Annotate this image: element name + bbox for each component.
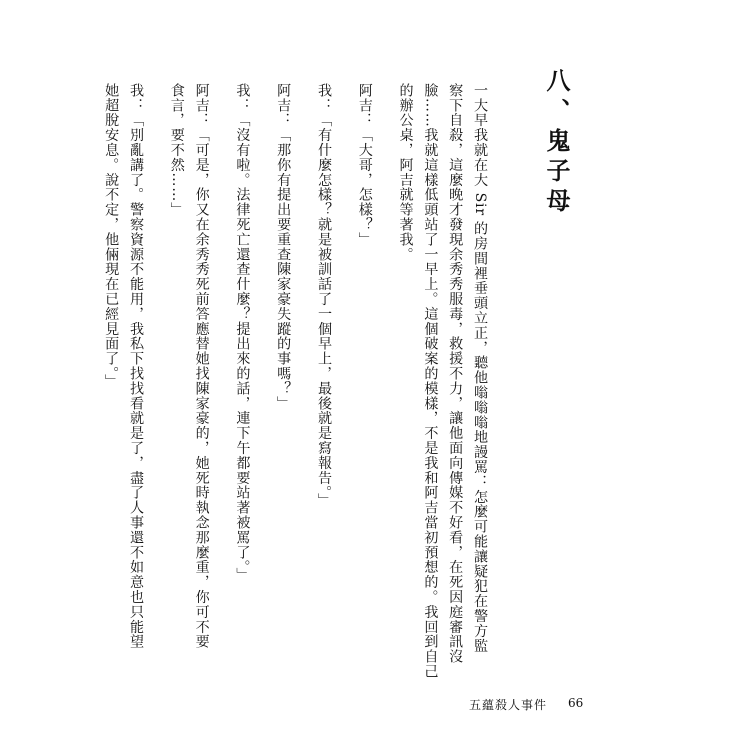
- body-line: 察下自殺，這麼晚才發現余秀秀服毒，救援不力，讓他面向傳媒不好看，在死因庭審訊沒: [447, 83, 464, 665]
- body-line: 她超脫安息。說不定，他倆現在已經見面了。」: [103, 83, 120, 389]
- page-number: 66: [568, 696, 584, 710]
- body-line: 阿吉：「那你有提出要重查陳家豪失蹤的事嗎？」: [275, 83, 292, 411]
- body-line: 阿吉：「可是，你又在余秀秀死前答應替她找陳家豪的，她死時執念那麼重，你可不要: [193, 83, 210, 650]
- body-line: 我：「有什麼怎樣？就是被訓話了一個早上，最後就是寫報告。」: [316, 83, 333, 509]
- body-text: [98, 83, 508, 679]
- body-line: 阿吉：「大哥，怎樣？」: [356, 83, 373, 247]
- footer-book-title: 五蘊殺人事件: [469, 698, 548, 712]
- body-line: 我：「沒有啦。法律死亡還查什麼？提出來的話，連下午都要站著被罵了。」: [234, 83, 251, 583]
- body-line: 臉……我就這樣低頭站了一早上。這個破案的模樣，不是我和阿吉當初預想的。我回到自己: [422, 83, 439, 679]
- body-line: 食言，要不然……」: [168, 83, 185, 218]
- chapter-title: 八、鬼子母: [542, 68, 571, 218]
- body-line: 我：「別亂講了。警察資源不能用，我私下找找看就是了，盡了人事還不如意也只能望: [128, 83, 145, 650]
- body-line: 一大早我就在大 Sir 的房間裡垂頭立正，聽他嗡嗡嗡地謾罵：怎麼可能讓疑犯在警方監: [472, 83, 488, 654]
- body-line: 的辦公桌，阿吉就等著我。: [397, 83, 414, 262]
